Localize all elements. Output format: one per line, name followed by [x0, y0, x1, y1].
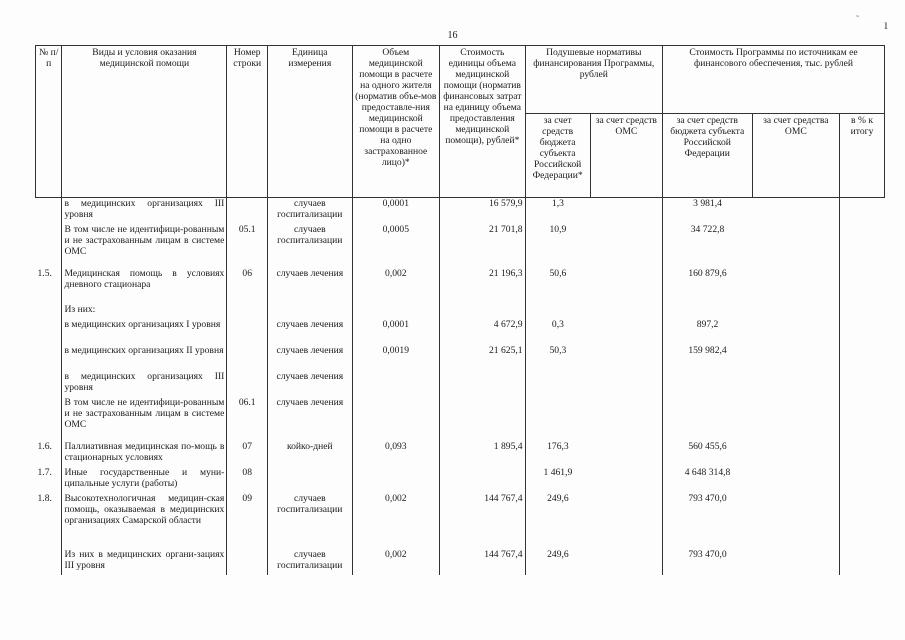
row-num	[36, 304, 62, 319]
row-program-budget: 793 470,0	[662, 549, 752, 575]
row-program-pct	[840, 224, 885, 268]
row-cost: 144 767,4	[440, 493, 526, 549]
table-row	[36, 268, 885, 304]
row-cost	[440, 397, 526, 441]
row-program-oms	[752, 345, 840, 371]
row-num: 1.8.	[37, 493, 52, 504]
row-per-capita-budget: 1 461,9	[525, 467, 590, 493]
header-unit: Единица измерения	[268, 46, 352, 198]
row-unit: случаев лечения	[268, 268, 352, 304]
row-program-pct	[840, 441, 885, 467]
table-row	[36, 371, 885, 397]
row-per-capita-oms	[590, 371, 662, 397]
row-program-pct	[840, 467, 885, 493]
table-row	[36, 224, 885, 268]
header-cost: Стоимость единицы объема медицинской помощи (норматив финансовых затрат на единицу объема предоставления медицинской помощи), рублей*	[440, 46, 526, 198]
row-unit: случаев госпитализации	[268, 493, 352, 549]
row-volume: 0,002	[352, 549, 440, 575]
row-cost: 144 767,4	[440, 549, 526, 575]
header-kind: Виды и условия оказания медицинской помощи	[62, 46, 227, 198]
row-program-budget	[662, 371, 752, 397]
row-name: Из них в медицинских органи-зациях III уровня	[62, 549, 227, 575]
row-per-capita-oms	[590, 268, 662, 304]
row-line	[227, 198, 268, 225]
row-num	[36, 549, 62, 575]
row-name: в медицинских организациях II уровня	[62, 345, 227, 371]
row-per-capita-budget: 176,3	[525, 441, 590, 467]
table-row	[36, 549, 885, 575]
row-program-budget	[662, 397, 752, 441]
table-row	[36, 345, 885, 371]
row-line	[227, 345, 268, 371]
row-name: Медицинская помощь в условиях дневного стационара	[62, 268, 227, 304]
header-program-budget: за счет средств бюджета субъекта Российской Федерации	[662, 114, 752, 198]
row-volume: 0,0001	[352, 198, 440, 225]
row-num: 1.5.	[37, 268, 52, 279]
row-per-capita-budget: 50,3	[525, 345, 590, 371]
table-row	[36, 493, 885, 549]
row-program-oms	[752, 224, 840, 268]
row-num	[36, 397, 62, 441]
row-cost	[440, 371, 526, 397]
row-unit: случаев лечения	[268, 397, 352, 441]
row-program-budget: 3 981,4	[662, 198, 752, 225]
table-row	[36, 319, 885, 345]
row-unit: случаев лечения	[268, 345, 352, 371]
page-number: 16	[447, 30, 458, 41]
row-unit: койко-дней	[268, 441, 352, 467]
row-line: 08	[227, 467, 268, 493]
row-program-pct	[840, 319, 885, 345]
row-program-budget: 34 722,8	[662, 224, 752, 268]
row-program-oms	[752, 371, 840, 397]
row-program-budget: 793 470,0	[662, 493, 752, 549]
row-per-capita-oms	[590, 441, 662, 467]
row-program-budget: 4 648 314,8	[662, 467, 752, 493]
row-program-oms	[752, 493, 840, 549]
row-per-capita-oms	[590, 345, 662, 371]
table-row	[36, 441, 885, 467]
table-row	[36, 304, 885, 319]
row-program-oms	[752, 397, 840, 441]
header-per-capita-oms: за счет средств ОМС	[590, 114, 662, 198]
row-name: Паллиативная медицинская по-мощь в стационарных условиях	[62, 441, 227, 467]
row-per-capita-budget: 249,6	[525, 549, 590, 575]
program-cost-table	[35, 45, 885, 575]
corner-mark: ˜	[856, 14, 859, 24]
row-unit: случаев госпитализации	[268, 224, 352, 268]
row-program-pct	[840, 493, 885, 549]
row-name: Высокотехнологичная медицин-ская помощь, оказываемая в медицинских организациях Самарской области	[62, 493, 227, 549]
row-per-capita-budget: 10,9	[525, 224, 590, 268]
row-num: 1.7.	[37, 467, 52, 478]
row-line: 09	[227, 493, 268, 549]
row-program-oms	[752, 549, 840, 575]
row-cost: 4 672,9	[440, 319, 526, 345]
row-program-pct	[840, 549, 885, 575]
row-program-budget: 560 455,6	[662, 441, 752, 467]
row-unit: случаев лечения	[268, 371, 352, 397]
row-cost: 21 625,1	[440, 345, 526, 371]
row-line	[227, 549, 268, 575]
row-per-capita-oms	[590, 224, 662, 268]
row-volume	[352, 467, 440, 493]
row-num: 1.6.	[37, 441, 52, 452]
row-per-capita-oms	[590, 304, 662, 319]
header-line: Номер строки	[227, 46, 268, 198]
table-row	[36, 397, 885, 441]
row-volume: 0,0019	[352, 345, 440, 371]
row-line: 05.1	[227, 224, 268, 268]
row-per-capita-budget	[525, 397, 590, 441]
row-program-pct	[840, 268, 885, 304]
row-cost	[440, 467, 526, 493]
row-per-capita-budget	[525, 304, 590, 319]
row-program-oms	[752, 304, 840, 319]
row-name: в медицинских организациях III уровня	[62, 198, 227, 225]
row-program-pct	[840, 198, 885, 225]
row-program-budget	[662, 304, 752, 319]
header-per-capita: Подушевые нормативы финансирования Программы, рублей	[525, 46, 662, 114]
row-name: Иные государственные и муни-ципальные услуги (работы)	[62, 467, 227, 493]
row-unit: случаев госпитализации	[268, 549, 352, 575]
row-program-pct	[840, 345, 885, 371]
row-num	[36, 198, 62, 225]
row-name: в медицинских организациях III уровня	[62, 371, 227, 397]
row-unit	[268, 467, 352, 493]
header-program-oms: за счет средства ОМС	[752, 114, 840, 198]
row-program-pct	[840, 371, 885, 397]
row-program-pct	[840, 397, 885, 441]
header-program-pct: в % к итогу	[840, 114, 885, 198]
row-program-pct	[840, 304, 885, 319]
row-name: в медицинских организациях I уровня	[62, 319, 227, 345]
row-volume	[352, 304, 440, 319]
row-name: Из них:	[62, 304, 227, 319]
row-unit: случаев госпитализации	[268, 198, 352, 225]
row-volume: 0,0005	[352, 224, 440, 268]
row-num	[36, 371, 62, 397]
row-program-budget: 897,2	[662, 319, 752, 345]
row-volume: 0,002	[352, 268, 440, 304]
row-per-capita-budget: 0,3	[525, 319, 590, 345]
row-volume: 0,002	[352, 493, 440, 549]
row-name: В том числе не идентифици-рованным и не застрахованным лицам в системе ОМС	[62, 224, 227, 268]
row-program-oms	[752, 467, 840, 493]
row-line: 06	[227, 268, 268, 304]
row-per-capita-oms	[590, 319, 662, 345]
row-per-capita-oms	[590, 397, 662, 441]
row-line	[227, 304, 268, 319]
row-program-oms	[752, 268, 840, 304]
table-row	[36, 467, 885, 493]
table-row	[36, 198, 885, 225]
row-program-oms	[752, 319, 840, 345]
row-volume	[352, 397, 440, 441]
row-unit	[268, 304, 352, 319]
header-num: № п/п	[36, 46, 62, 198]
header-program-cost: Стоимость Программы по источникам ее финансового обеспечения, тыс. рублей	[662, 46, 884, 114]
row-line	[227, 371, 268, 397]
row-line: 07	[227, 441, 268, 467]
row-program-budget: 159 982,4	[662, 345, 752, 371]
row-program-oms	[752, 198, 840, 225]
row-cost: 21 196,3	[440, 268, 526, 304]
row-cost: 16 579,9	[440, 198, 526, 225]
row-line	[227, 319, 268, 345]
row-per-capita-oms	[590, 198, 662, 225]
row-per-capita-budget: 50,6	[525, 268, 590, 304]
row-num	[36, 224, 62, 268]
row-name: В том числе не идентифици-рованным и не застрахованным лицам в системе ОМС	[62, 397, 227, 441]
row-cost: 1 895,4	[440, 441, 526, 467]
row-per-capita-oms	[590, 549, 662, 575]
row-per-capita-budget	[525, 371, 590, 397]
corner-mark: ı	[884, 18, 888, 33]
row-num	[36, 319, 62, 345]
row-volume	[352, 371, 440, 397]
header-per-capita-budget: за счет средств бюджета субъекта Российской Федерации*	[525, 114, 590, 198]
row-cost	[440, 304, 526, 319]
row-per-capita-budget: 1,3	[525, 198, 590, 225]
row-unit: случаев лечения	[268, 319, 352, 345]
row-line: 06.1	[227, 397, 268, 441]
row-volume: 0,093	[352, 441, 440, 467]
header-volume: Объем медицинской помощи в расчете на одного жителя (норматив объе-мов предоставле-ния медицинской помощи в расчете на одно застрахованное лицо)*	[352, 46, 440, 198]
row-per-capita-oms	[590, 493, 662, 549]
row-per-capita-budget: 249,6	[525, 493, 590, 549]
row-cost: 21 701,8	[440, 224, 526, 268]
row-per-capita-oms	[590, 467, 662, 493]
row-program-oms	[752, 441, 840, 467]
row-program-budget: 160 879,6	[662, 268, 752, 304]
row-num	[36, 345, 62, 371]
row-volume: 0,0001	[352, 319, 440, 345]
